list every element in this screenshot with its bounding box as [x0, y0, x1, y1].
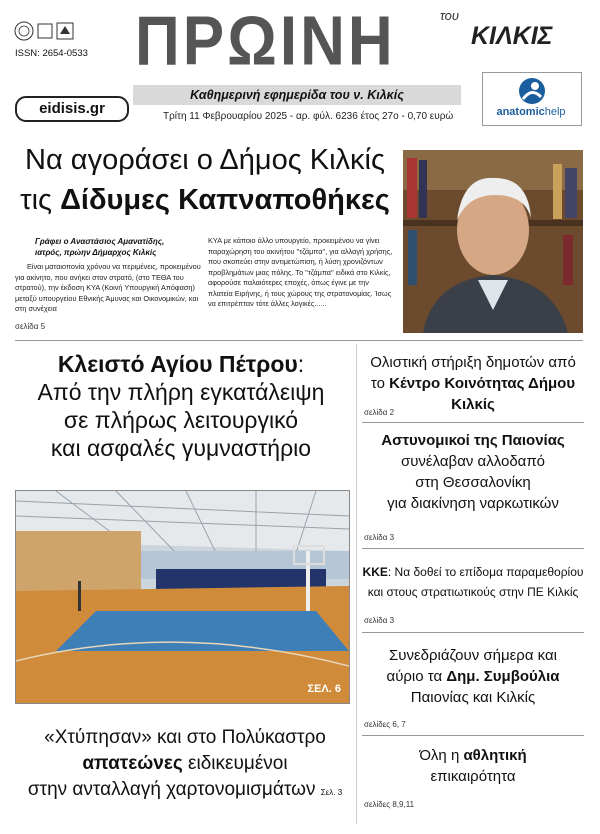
- sidebar-item-sports[interactable]: Όλη η αθλητική επικαιρότητα: [419, 747, 527, 785]
- title-tou: του: [440, 8, 460, 23]
- byline: Γράφει ο Αναστάσιος Αμανατίδης, ιατρός, πρώην Δήμαρχος Κιλκίς: [35, 237, 165, 257]
- sidebar-rule: [362, 422, 584, 423]
- lead-headline-line1: Να αγοράσει ο Δήμος Κιλκίς: [25, 144, 385, 176]
- sidebar-page-4: σελίδες 6, 7: [364, 720, 406, 729]
- sidebar-rule: [362, 735, 584, 736]
- dateline: Τρίτη 11 Φεβρουαρίου 2025 - αρ. φύλ. 6236 έτος 27ο - 0,70 ευρώ: [163, 111, 454, 122]
- anatomichelp-logo-icon: [483, 73, 581, 107]
- sidebar-rule: [362, 548, 584, 549]
- gym-photo: [15, 490, 350, 704]
- portrait-image: [403, 150, 583, 333]
- sidebar-page-3: σελίδα 3: [364, 616, 395, 625]
- gym-headline-line1: Κλειστό Αγίου Πέτρου:: [57, 351, 305, 377]
- lead-page-ref: σελίδα 5: [15, 322, 46, 331]
- sidebar-divider: [356, 344, 357, 824]
- bottom-page-ref: Σελ. 3: [320, 788, 343, 797]
- lead-headline[interactable]: [15, 140, 395, 220]
- gym-image: [16, 491, 349, 703]
- sidebar-rule: [362, 632, 584, 633]
- lead-headline-line2: τις Δίδυμες Καπναποθήκες: [20, 184, 390, 216]
- sidebar-item-police[interactable]: Αστυνομικοί της Παιονίας συνέλαβαν αλλοδαπό στη Θεσσαλονίκη για διακίνηση ναρκωτικών: [381, 432, 565, 512]
- lead-column-2: ΚΥΑ με κάποιο άλλο υπουργείο, προκειμένου να γίνει παραχώρηση του ακινήτου ''τζάμπα'', για αλλαγή χρήσης, που σκοπεύει στην αντιμετώπιση, ή λύση χρονιζόντων προβλημάτων μιας πόλης. Το ''τζάμπα'' ειδικά στο Κιλκίς, αφορούσε παλαιότερες εποχές, όπως έγινε με την πλατεία Ειρήνης, ή τους χώρους της στρατονομίας. Ίσως να επιτρέπταν τότε άλλες λογικές......: [208, 236, 393, 308]
- sidebar-item-councils[interactable]: Συνεδριάζουν σήμερα και αύριο τα Δημ. Συμβούλια Παιονίας και Κιλκίς: [386, 647, 560, 706]
- title-city: ΚΙΛΚΙΣ: [471, 22, 553, 50]
- tagline: Καθημερινή εφημερίδα του ν. Κιλκίς: [133, 85, 461, 105]
- sidebar-page-1: σελίδα 2: [364, 408, 395, 417]
- website-link[interactable]: eidisis.gr: [15, 96, 129, 122]
- sidebar-page-5: σελίδες 8,9,11: [364, 800, 415, 809]
- seal-logos: [14, 20, 76, 42]
- lead-column-1: Είναι ματαιοπονία χρόνου να περιμένεις, προκειμένου για ακίνητο, που ανήκει στον στρατό, (στο ΤΕΘΑ του στρατού), την έκδοση ΚΥΑ (Κοινή Υπουργική Απόφαση) μεταξύ υπουργείου Εθνικής Άμυνας και Οικονομικών, και στη συνέχεια: [15, 262, 201, 313]
- seal-icon: [14, 20, 76, 42]
- sidebar-item-support[interactable]: Ολιστική στήριξη δημοτών από το Κέντρο Κοινότητας Δήμου Κιλκίς: [370, 354, 576, 413]
- lead-photo: [403, 150, 583, 333]
- sidebar-page-2: σελίδα 3: [364, 533, 395, 542]
- gym-headline[interactable]: Κλειστό Αγίου Πέτρου: Από την πλήρη εγκατάλειψη σε πλήρως λειτουργικό και ασφαλές γυμναστήριο: [15, 350, 347, 462]
- issn: ISSN: 2654-0533: [15, 48, 88, 59]
- sidebar-item-kke[interactable]: ΚΚΕ: Να δοθεί το επίδομα παραμεθορίου και στους στρατιωτικούς στην ΠΕ Κιλκίς: [362, 565, 584, 599]
- newspaper-title: ΠΡΩΙΝΗ: [135, 3, 396, 81]
- gym-photo-tag: ΣΕΛ. 6: [307, 683, 341, 695]
- divider: [15, 340, 583, 341]
- ad-brand: anatomichelp: [496, 106, 566, 118]
- bottom-headline[interactable]: «Χτύπησαν» και στο Πολύκαστρο απατεώνες ειδικευμένοι στην ανταλλαγή χαρτονομισμάτων Σελ. 3: [27, 727, 343, 800]
